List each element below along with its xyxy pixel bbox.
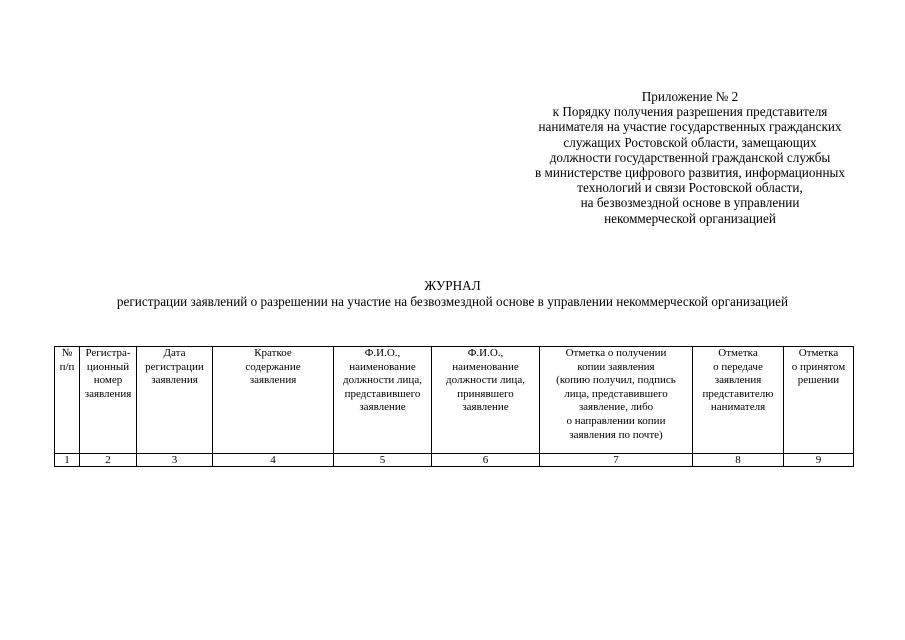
column-number-cell: 9 <box>784 454 854 467</box>
header-line: номер <box>93 374 123 387</box>
header-line: п/п <box>59 360 75 373</box>
header-line: лица, представившего <box>564 387 668 400</box>
header-line: о передаче <box>713 360 763 373</box>
header-line: Ф.И.О., <box>467 347 504 359</box>
appendix-line: Приложение № 2 <box>641 89 739 104</box>
header-line: о направлении копии <box>566 414 666 427</box>
appendix-line: должности государственной гражданской службы <box>549 149 831 165</box>
column-number-cell: 2 <box>80 454 137 467</box>
header-line: наименование <box>452 360 519 373</box>
header-line: заявление, либо <box>578 401 654 414</box>
journal-title: ЖУРНАЛ <box>424 278 481 293</box>
appendix-line: технологий и связи Ростовской области, <box>577 180 803 196</box>
header-line: заявления <box>84 387 132 400</box>
header-line: Дата <box>163 347 186 359</box>
header-line: Отметка <box>798 347 839 359</box>
header-line: должности лица, <box>343 374 422 387</box>
header-line: Отметка <box>718 347 758 359</box>
header-cell-submitter <box>334 347 432 454</box>
appendix-line: в министерстве цифрового развития, информационных <box>534 165 846 181</box>
header-cell-decision <box>784 347 854 454</box>
header-line: представившего <box>344 387 421 400</box>
header-cell-summary <box>213 347 334 454</box>
journal-subtitle: регистрации заявлений о разрешении на участие на безвозмездной основе в управлении некоммерческой организацией <box>116 294 789 309</box>
header-line: Ф.И.О., <box>364 347 401 359</box>
appendix-line: служащих Ростовской области, замещающих <box>563 134 817 150</box>
header-line: решении <box>797 374 840 387</box>
appendix-block <box>470 89 905 226</box>
column-number-cell: 1 <box>55 454 80 467</box>
header-line: Регистра- <box>85 347 131 359</box>
header-line: о принятом <box>791 360 846 373</box>
header-line: заявления <box>151 374 198 387</box>
header-line: заявление <box>359 401 406 414</box>
column-number-cell: 6 <box>432 454 540 467</box>
appendix-line: нанимателя на участие государственных гражданских <box>538 119 842 135</box>
header-line: заявление <box>462 401 509 414</box>
column-number-cell: 4 <box>213 454 334 467</box>
header-cell-number <box>55 347 80 454</box>
appendix-line: некоммерческой организацией <box>604 210 776 226</box>
header-line: заявления <box>249 374 297 387</box>
header-line: представителю <box>702 387 774 400</box>
header-line: наименование <box>349 360 416 373</box>
header-line: ционный <box>86 360 130 373</box>
header-line: должности лица, <box>446 374 525 387</box>
table-header-row <box>55 347 854 454</box>
column-number-cell: 8 <box>693 454 784 467</box>
registration-journal-table <box>54 346 854 467</box>
header-line: заявления по почте) <box>569 428 663 441</box>
header-line: регистрации <box>145 360 204 373</box>
column-number-cell: 5 <box>334 454 432 467</box>
header-line: заявления <box>714 374 762 387</box>
header-line: принявшего <box>457 387 514 400</box>
header-cell-copy-receipt <box>540 347 693 454</box>
header-line: нанимателя <box>710 401 766 414</box>
column-number-cell: 3 <box>137 454 213 467</box>
column-number-cell: 7 <box>540 454 693 467</box>
header-cell-transfer <box>693 347 784 454</box>
header-line: копии заявления <box>577 360 655 373</box>
appendix-line: к Порядку получения разрешения представителя <box>552 104 828 120</box>
header-line: № <box>61 347 73 359</box>
appendix-line: на безвозмездной основе в управлении <box>580 195 800 211</box>
header-cell-registration-date <box>137 347 213 454</box>
header-cell-receiver <box>432 347 540 454</box>
header-line: содержание <box>245 360 301 373</box>
header-line: Отметка о получении <box>565 347 667 359</box>
header-line: Краткое <box>254 347 292 359</box>
header-cell-registration-number <box>80 347 137 454</box>
column-number-row <box>55 454 854 467</box>
header-line: (копию получил, подпись <box>556 374 676 387</box>
